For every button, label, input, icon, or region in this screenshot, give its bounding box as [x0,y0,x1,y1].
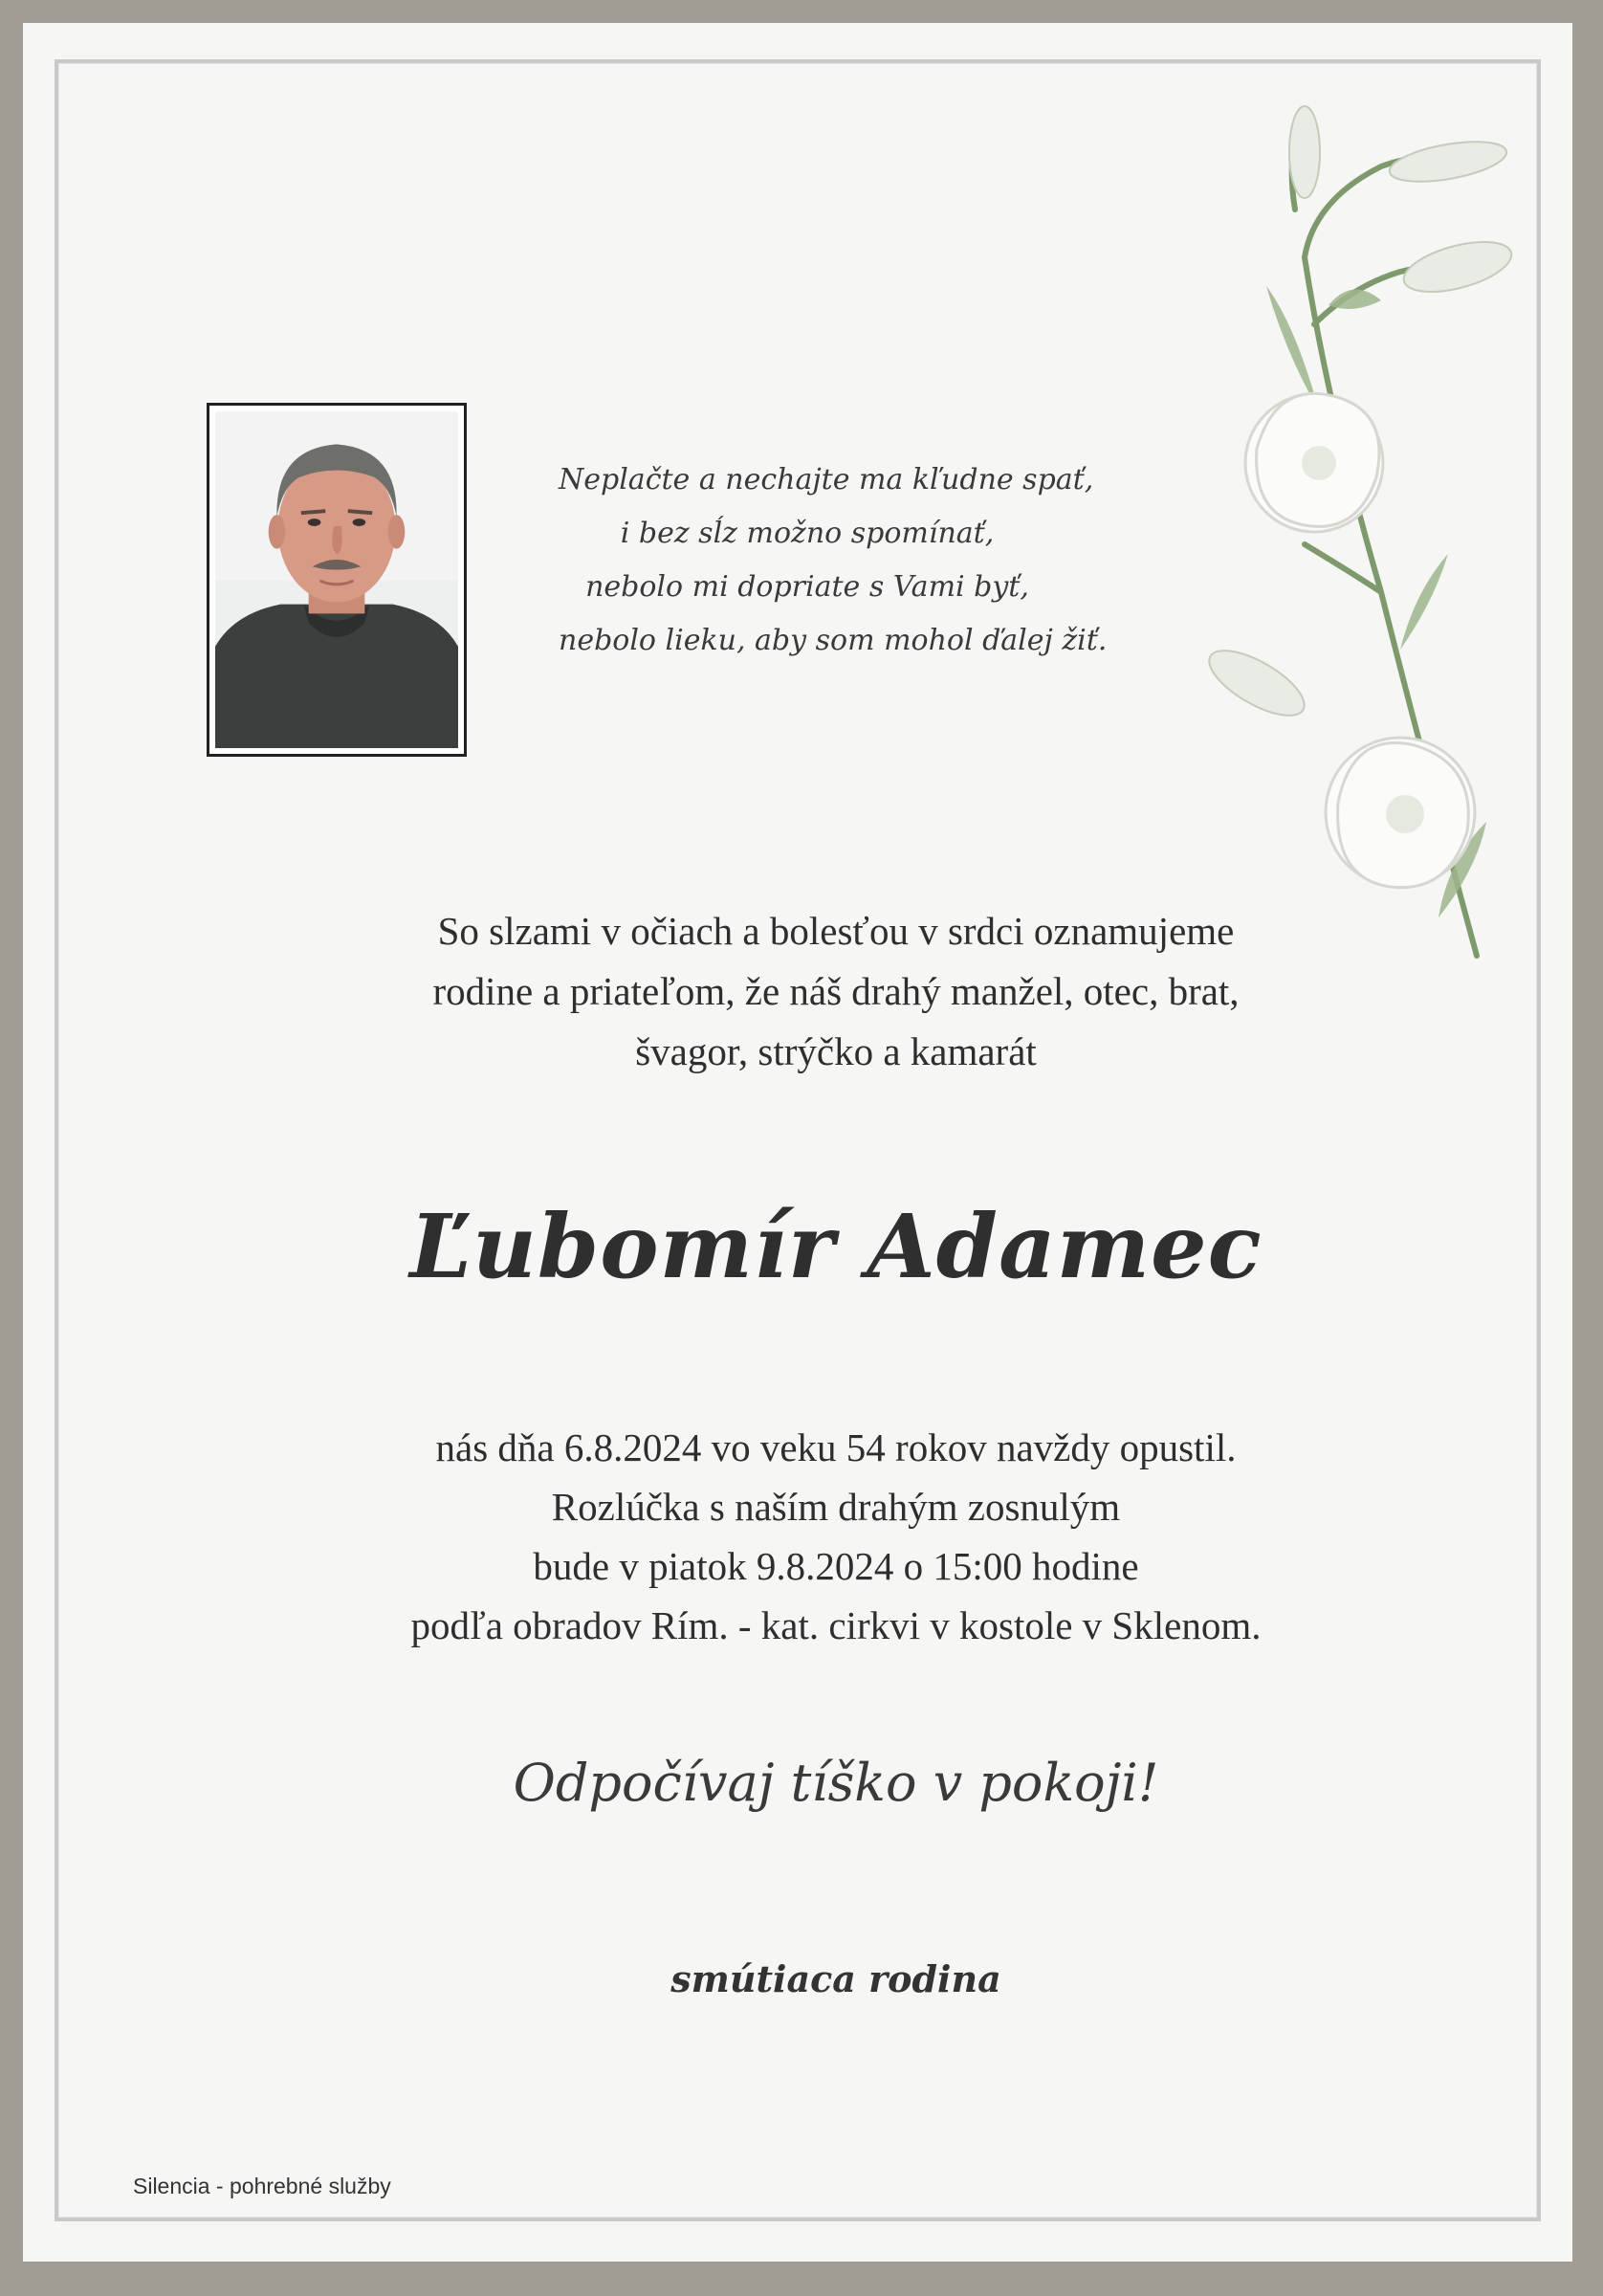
quote-line: Neplačte a nechajte ma kľudne spať, [559,463,1094,497]
footer-text: Silencia - pohrebné služby [133,2174,391,2198]
portrait-icon [215,411,458,748]
details-line: bude v piatok 9.8.2024 o 15:00 hodine [533,1544,1139,1588]
portrait-photo [207,403,467,757]
details-line: podľa obradov Rím. - kat. cirkvi v kostole v Sklenom. [410,1603,1262,1647]
obituary-sheet [23,23,1572,2262]
announcement-line: So slzami v očiach a bolesťou v srdci oznamujeme [437,909,1235,953]
announcement-line: rodine a priateľom, že náš drahý manžel, otec, brat, [432,969,1240,1013]
memorial-quote [559,453,1108,668]
quote-line: i bez sĺz možno spomínať, [620,517,995,550]
details-line: nás dňa 6.8.2024 vo veku 54 rokov navždy opustil. [435,1425,1237,1469]
farewell-text: Odpočívaj tíško v pokoji! [513,1753,1159,1813]
announcement-text [272,901,1400,1082]
announcement-line: švagor, strýčko a kamarát [635,1029,1037,1073]
funeral-details [272,1418,1400,1655]
signature-text: smútiaca rodina [670,1957,1001,2000]
flower-icon [1161,95,1563,1013]
quote-line: nebolo lieku, aby som mohol ďalej žiť. [559,624,1108,657]
deceased-name: Ľubomír Adamec [409,1195,1263,1298]
quote-line: nebolo mi dopriate s Vami byť, [585,570,1029,604]
details-line: Rozlúčka s naším drahým zosnulým [551,1485,1121,1529]
